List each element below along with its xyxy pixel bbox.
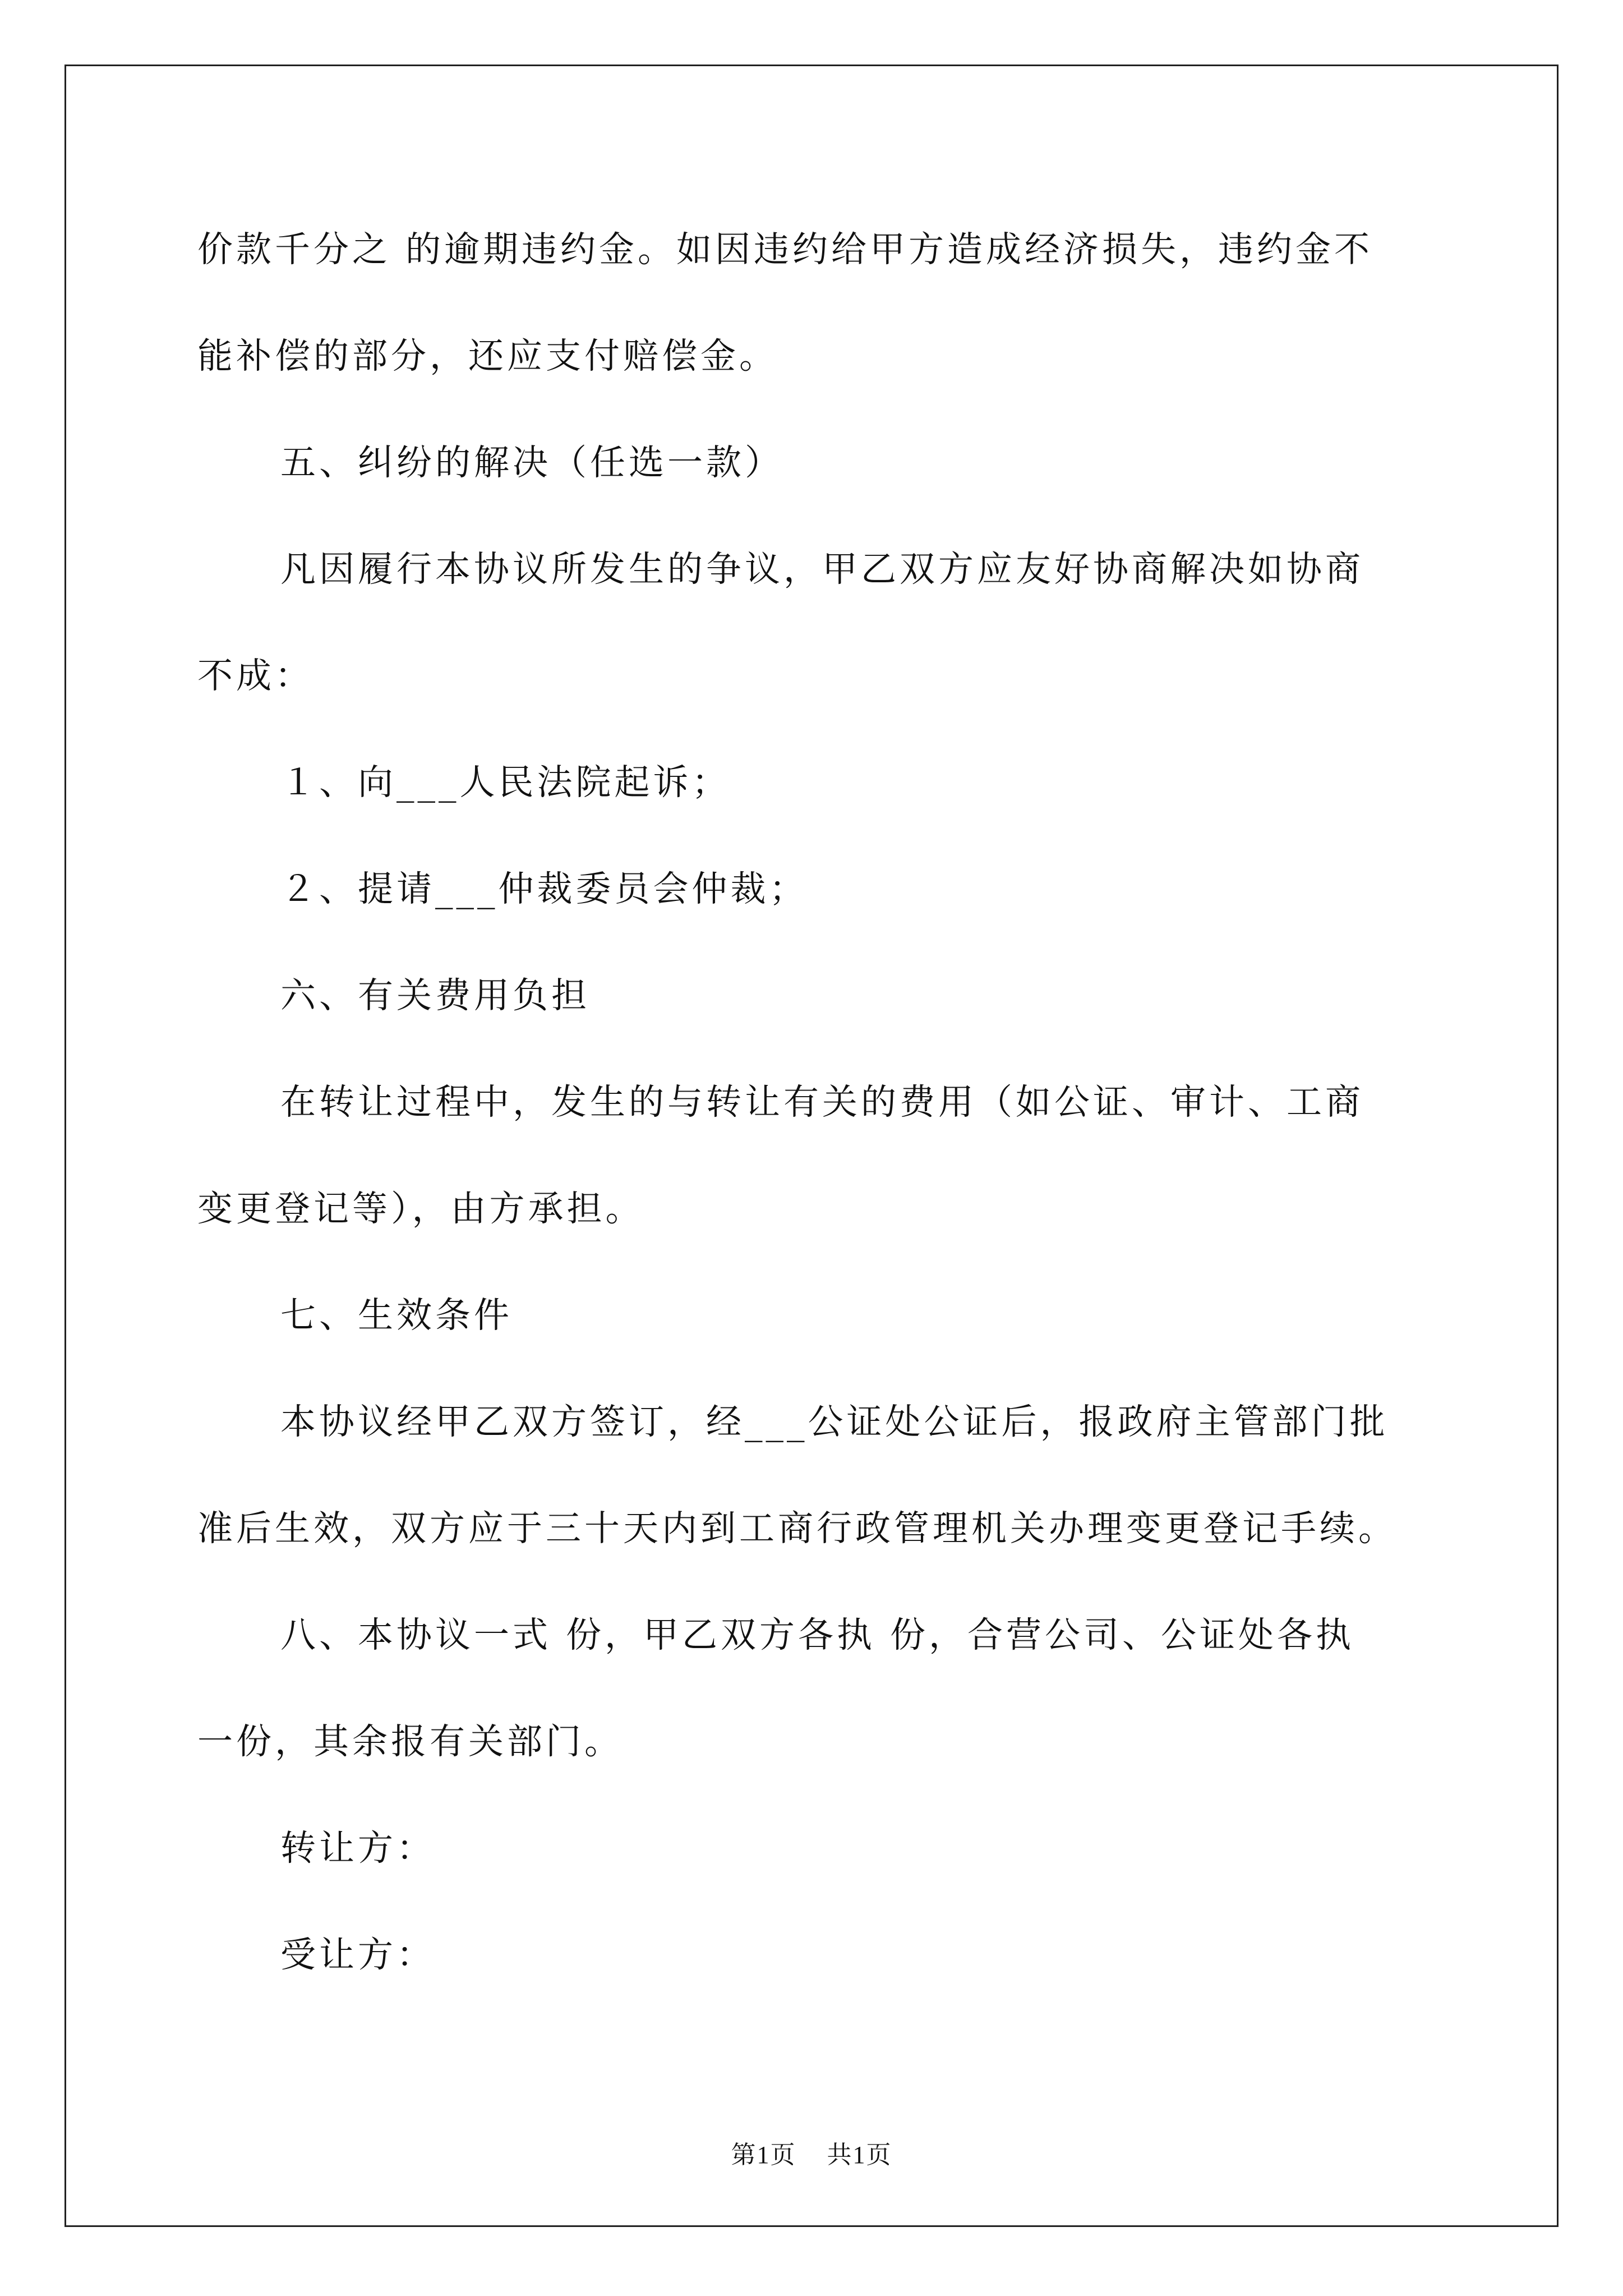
list-item: ２、提请___仲裁委员会仲裁；: [280, 868, 808, 909]
paragraph-line: 准后生效，双方应于三十天内到工商行政管理机关办理变更登记手续。: [197, 1508, 1397, 1549]
paragraph-line: 一份，其余报有关部门。: [197, 1721, 623, 1762]
paragraph-line: 凡因履行本协议所发生的争议，甲乙双方应友好协商解决如协商: [280, 549, 1364, 590]
section-heading: 五、纠纷的解决（任选一款）: [280, 442, 783, 483]
section-heading: 六、有关费用负担: [280, 975, 590, 1016]
page-total: 共1页: [827, 2141, 892, 2169]
page-number: 第1页: [731, 2141, 796, 2169]
paragraph-line: 能补偿的部分，还应支付赔偿金。: [197, 335, 778, 376]
paragraph-line: 价款千分之 的逾期违约金。如因违约给甲方造成经济损失，违约金不: [197, 229, 1373, 270]
signature-transferor: 转让方：: [280, 1828, 435, 1869]
page-footer: [0, 2138, 1623, 2172]
page-border: [64, 65, 1559, 2227]
paragraph-line: 在转让过程中，发生的与转让有关的费用（如公证、审计、工商: [280, 1082, 1364, 1122]
paragraph-line: 不成：: [197, 655, 313, 696]
paragraph-line: 八、本协议一式 份，甲乙双方各执 份，合营公司、公证处各执: [280, 1614, 1355, 1655]
signature-transferee: 受让方：: [280, 1934, 435, 1975]
paragraph-line: 本协议经甲乙双方签订，经___公证处公证后，报政府主管部门批: [280, 1401, 1389, 1442]
section-heading: 七、生效条件: [280, 1295, 513, 1336]
list-item: １、向___人民法院起诉；: [280, 762, 731, 803]
paragraph-line: 变更登记等），由方承担。: [197, 1188, 644, 1229]
